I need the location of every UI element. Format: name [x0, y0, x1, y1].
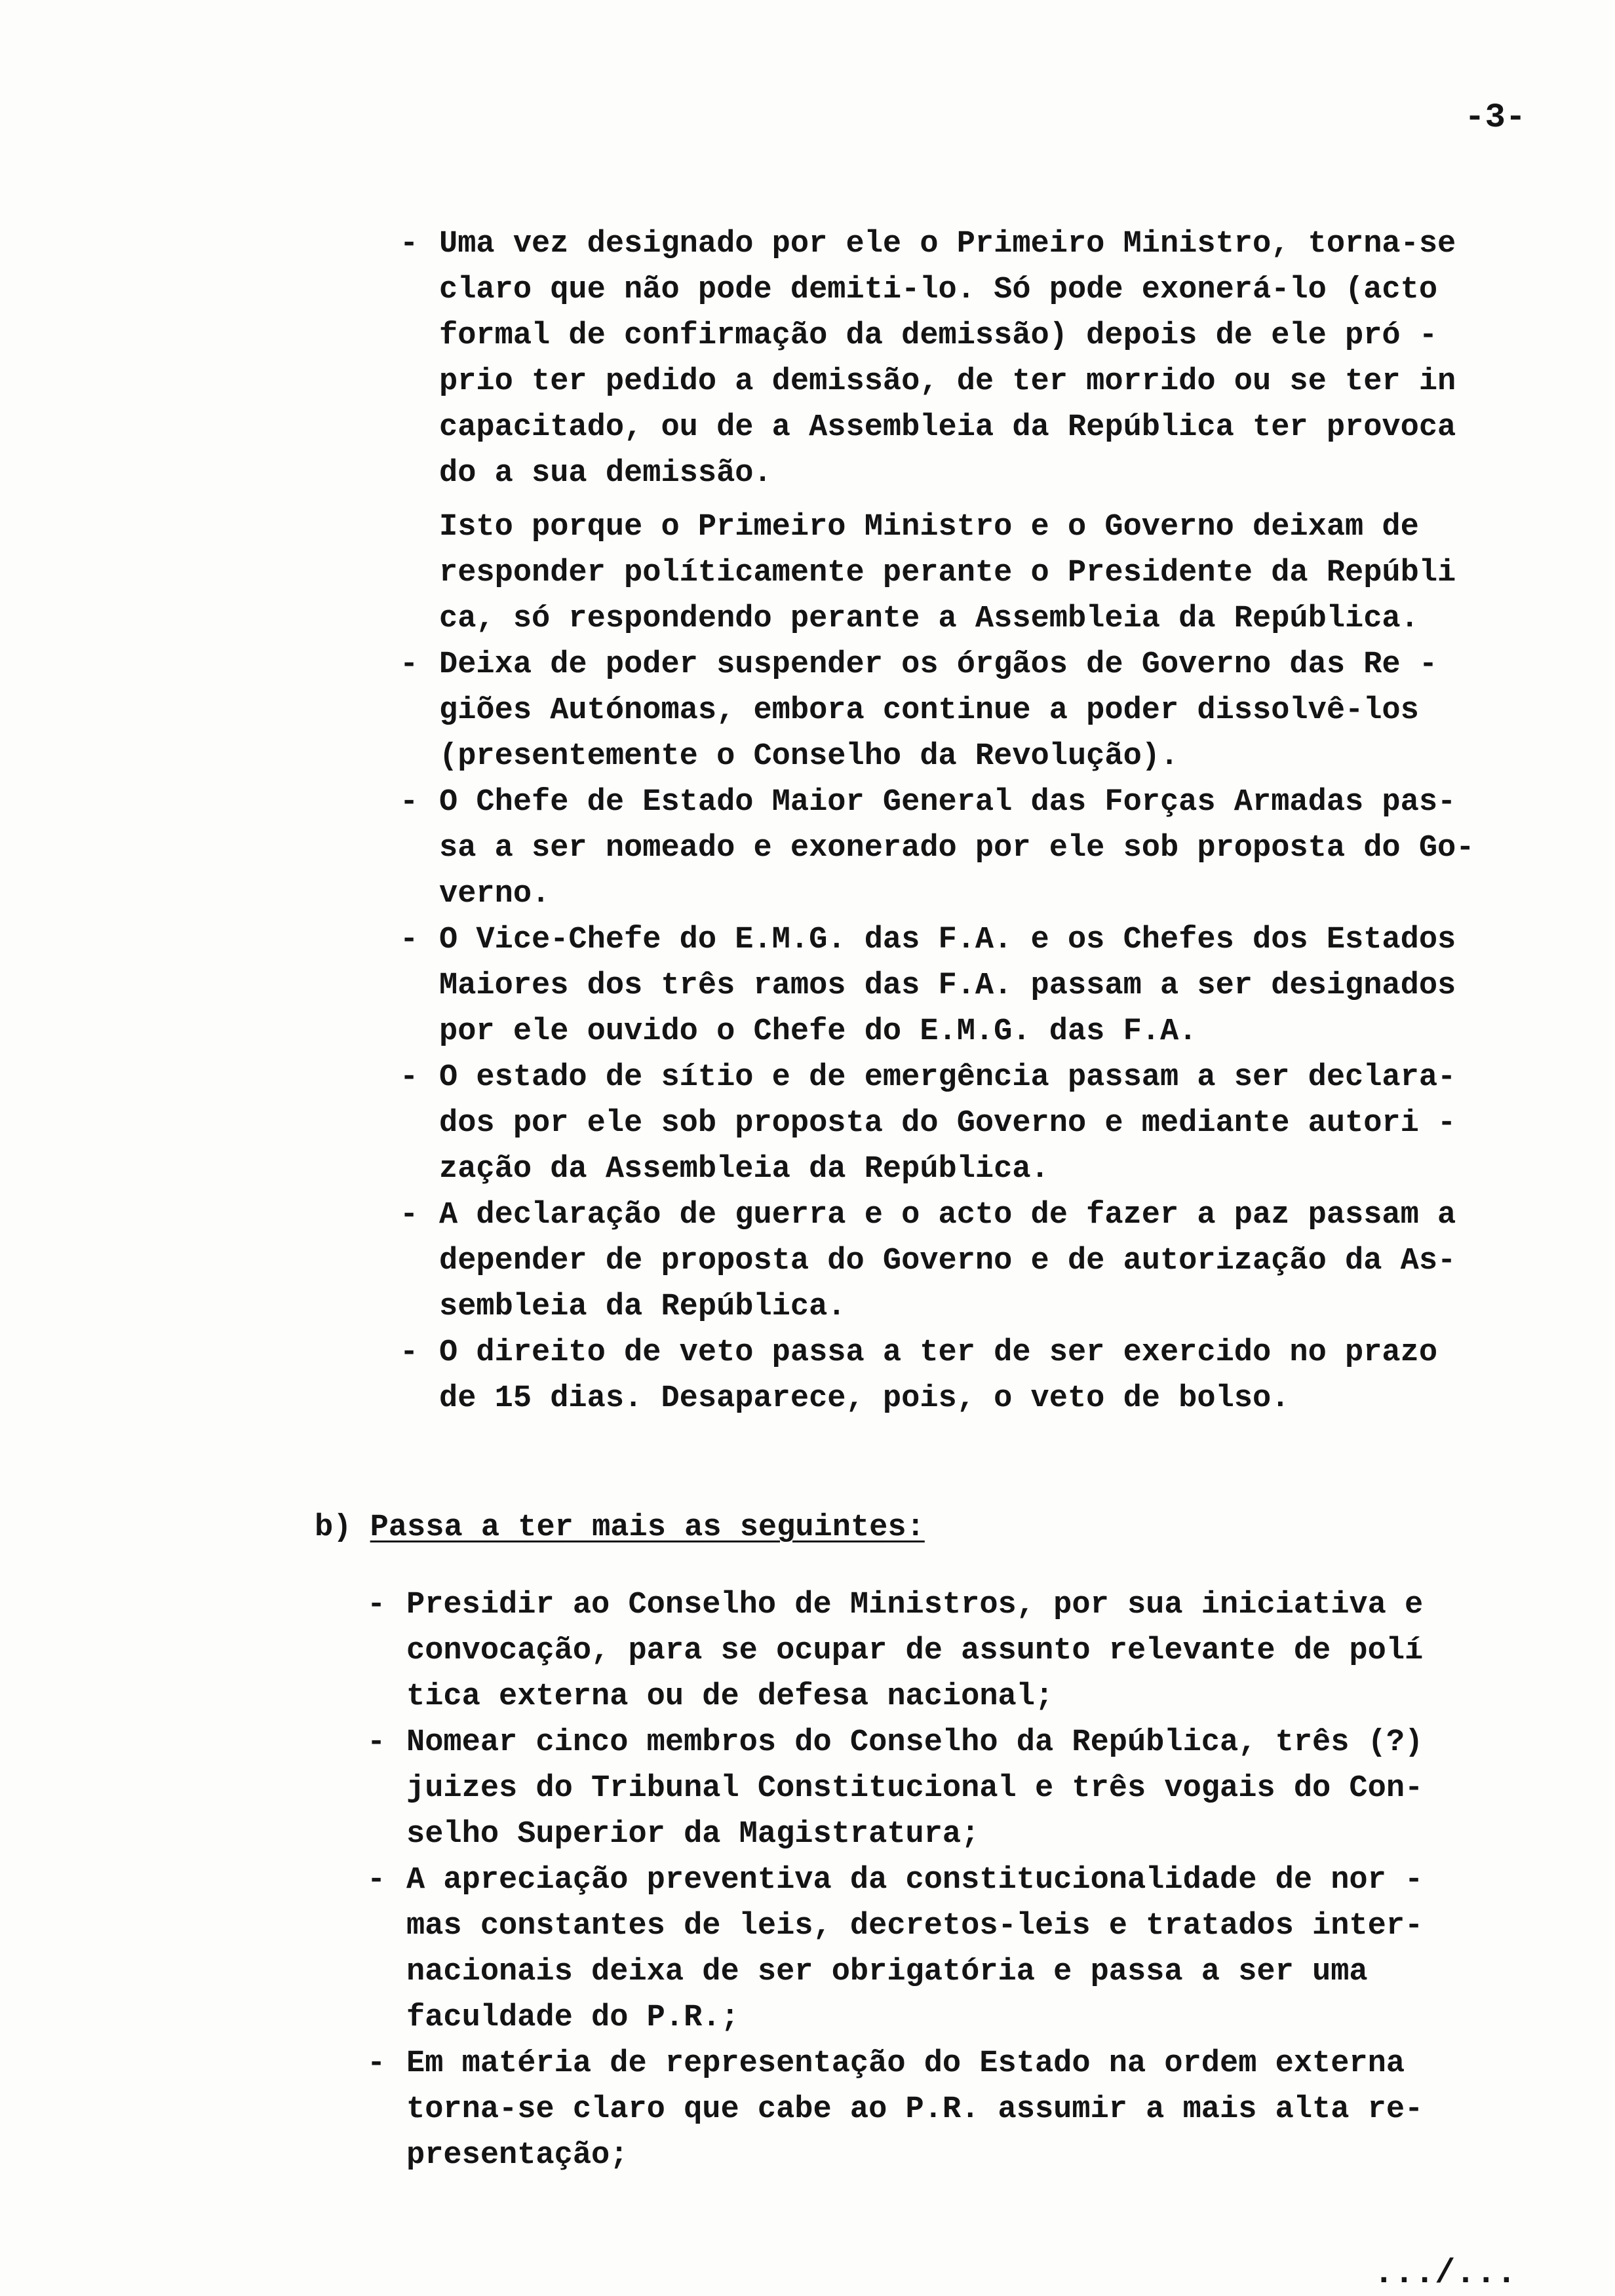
line: Presidir ao Conselho de Ministros, por sua iniciativa e	[406, 1588, 1424, 1622]
line: Uma vez designado por ele o Primeiro Ministro, torna-se	[439, 227, 1456, 261]
line: sa a ser nomeado e exonerado por ele sob proposta do Go-	[439, 831, 1475, 866]
line: verno.	[439, 877, 551, 911]
line: capacitado, ou de a Assembleia da República ter provoca	[439, 410, 1456, 445]
line: giões Autónomas, embora continue a poder dissolvê-los	[439, 693, 1419, 728]
bullet-dash: -	[400, 1335, 419, 1370]
line: tica externa ou de defesa nacional;	[406, 1679, 1054, 1714]
list-item	[400, 917, 1474, 1055]
line: Nomear cinco membros do Conselho da República, três (?)	[406, 1725, 1424, 1760]
line: prio ter pedido a demissão, de ter morrido ou se ter in	[439, 364, 1456, 399]
list-item	[367, 1858, 1423, 2041]
line: de 15 dias. Desaparece, pois, o veto de bolso.	[439, 1381, 1290, 1416]
list-item	[400, 1055, 1474, 1193]
line: faculdade do P.R.;	[406, 2000, 739, 2035]
line: do a sua demissão.	[439, 456, 772, 491]
line: torna-se claro que cabe ao P.R. assumir a mais alta re-	[406, 2092, 1424, 2127]
line: sembleia da República.	[439, 1290, 846, 1324]
bullet-dash: -	[400, 647, 419, 682]
line: mas constantes de leis, decretos-leis e tratados inter-	[406, 1909, 1424, 1943]
line: claro que não pode demiti-lo. Só pode exonerá-lo (acto	[439, 273, 1438, 307]
line: Maiores dos três ramos das F.A. passam a ser designados	[439, 968, 1456, 1003]
paragraph-line: Isto porque o Primeiro Ministro e o Governo deixam de	[439, 510, 1419, 545]
line: A apreciação preventiva da constitucionalidade de nor -	[406, 1863, 1424, 1898]
bullet-dash: -	[367, 1863, 386, 1898]
line: juizes do Tribunal Constitucional e três vogais do Con-	[406, 1771, 1424, 1806]
line: zação da Assembleia da República.	[439, 1152, 1049, 1187]
paragraph-line: ca, só respondendo perante a Assembleia da República.	[439, 602, 1419, 636]
section-b-heading	[315, 1510, 925, 1545]
section-label: b)	[315, 1510, 352, 1545]
line: depender de proposta do Governo e de autorização da As-	[439, 1244, 1456, 1278]
line: Em matéria de representação do Estado na ordem externa	[406, 2046, 1405, 2081]
line: nacionais deixa de ser obrigatória e passa a ser uma	[406, 1955, 1368, 1989]
line: formal de confirmação da demissão) depois de ele pró -	[439, 318, 1438, 353]
line: O estado de sítio e de emergência passam a ser declara-	[439, 1060, 1456, 1095]
bullet-dash: -	[367, 2046, 386, 2081]
bullet-dash: -	[400, 1198, 419, 1233]
line: Deixa de poder suspender os órgãos de Governo das Re -	[439, 647, 1438, 682]
page-number: -3-	[1464, 98, 1526, 137]
line: O Chefe de Estado Maior General das Forças Armadas pas-	[439, 785, 1456, 820]
bullet-dash: -	[367, 1588, 386, 1622]
line: (presentemente o Conselho da Revolução).	[439, 739, 1179, 774]
line: por ele ouvido o Chefe do E.M.G. das F.A.	[439, 1014, 1197, 1049]
bullet-dash: -	[400, 785, 419, 820]
line: selho Superior da Magistratura;	[406, 1817, 980, 1852]
list-item	[400, 642, 1474, 780]
list-item	[400, 780, 1474, 917]
continuation-mark: .../...	[1373, 2254, 1517, 2293]
list-item	[400, 221, 1474, 642]
section-a-list	[400, 221, 1474, 1422]
bullet-dash: -	[400, 227, 419, 261]
list-item	[367, 1720, 1423, 1858]
line: A declaração de guerra e o acto de fazer a paz passam a	[439, 1198, 1456, 1233]
list-item	[367, 2041, 1423, 2179]
list-item	[400, 1193, 1474, 1330]
section-b-list	[367, 1582, 1423, 2179]
list-item	[400, 1330, 1474, 1422]
list-item	[367, 1582, 1423, 1720]
section-title: Passa a ter mais as seguintes:	[370, 1510, 925, 1545]
bullet-dash: -	[400, 1060, 419, 1095]
line: dos por ele sob proposta do Governo e mediante autori -	[439, 1106, 1456, 1141]
bullet-dash: -	[400, 923, 419, 957]
line: O direito de veto passa a ter de ser exercido no prazo	[439, 1335, 1438, 1370]
line: convocação, para se ocupar de assunto relevante de polí	[406, 1634, 1424, 1668]
line: O Vice-Chefe do E.M.G. das F.A. e os Chefes dos Estados	[439, 923, 1456, 957]
paragraph-line: responder políticamente perante o Presidente da Repúbli	[439, 556, 1456, 590]
line: presentação;	[406, 2138, 629, 2173]
bullet-dash: -	[367, 1725, 386, 1760]
